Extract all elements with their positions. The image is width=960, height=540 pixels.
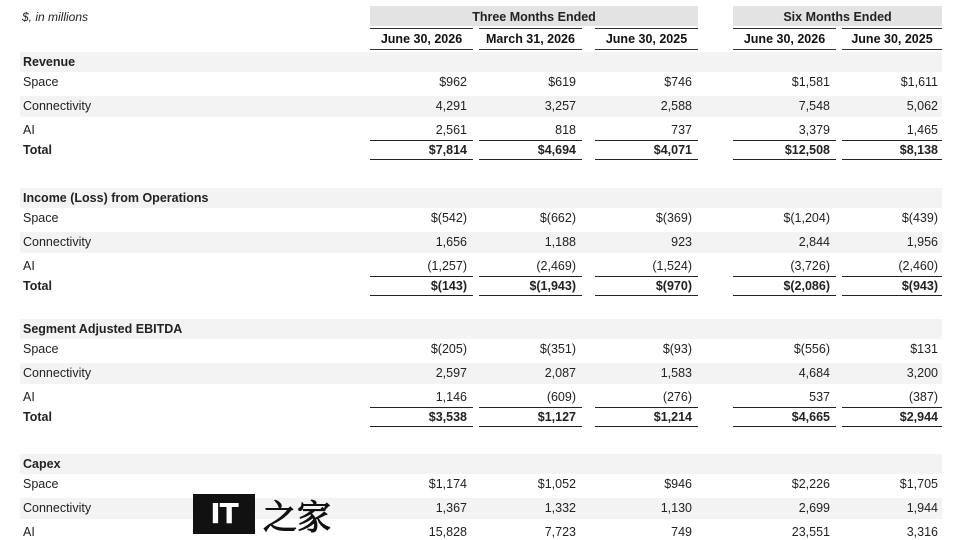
total-cell: $4,694 <box>537 143 576 157</box>
total-rule <box>733 426 836 427</box>
subtotal-rule <box>595 140 698 141</box>
total-rule <box>370 295 473 296</box>
table-cell: (2,460) <box>898 259 938 273</box>
table-cell: 1,130 <box>660 501 692 515</box>
total-rule <box>842 159 942 160</box>
table-cell: (387) <box>908 390 938 404</box>
table-cell: 1,146 <box>435 390 467 404</box>
subtotal-rule <box>370 276 473 277</box>
table-cell: 2,087 <box>544 366 576 380</box>
table-cell: 1,656 <box>435 235 467 249</box>
units-note: $, in millions <box>22 10 89 24</box>
table-cell: 7,548 <box>798 99 830 113</box>
table-cell: $619 <box>548 75 576 89</box>
total-rule <box>733 159 836 160</box>
total-cell: $4,071 <box>653 143 692 157</box>
total-cell: $1,127 <box>537 410 576 424</box>
subtotal-rule <box>595 407 698 408</box>
total-cell: $(143) <box>430 279 467 293</box>
table-cell: 2,844 <box>798 235 830 249</box>
total-cell: $4,665 <box>791 410 830 424</box>
row-label: AI <box>23 123 35 137</box>
subtotal-rule <box>842 140 942 141</box>
subtotal-rule <box>479 276 582 277</box>
table-cell: $(351) <box>539 342 576 356</box>
table-cell: $1,705 <box>899 477 938 491</box>
three-months-header: Three Months Ended <box>370 6 698 26</box>
section-title: Income (Loss) from Operations <box>23 191 209 205</box>
section-title: Capex <box>23 457 61 471</box>
subtotal-rule <box>842 407 942 408</box>
subtotal-rule <box>370 407 473 408</box>
total-rule <box>595 159 698 160</box>
table-cell: 2,588 <box>660 99 692 113</box>
total-cell: $(970) <box>655 279 692 293</box>
table-cell: 5,062 <box>906 99 938 113</box>
table-cell: $2,226 <box>791 477 830 491</box>
row-label: Connectivity <box>23 235 92 249</box>
total-rule <box>370 159 473 160</box>
section-band <box>20 52 942 72</box>
table-cell: 818 <box>555 123 576 137</box>
total-rule <box>370 426 473 427</box>
total-rule <box>595 295 698 296</box>
table-cell: 4,291 <box>435 99 467 113</box>
table-cell: $(662) <box>539 211 576 225</box>
watermark-it: IT <box>193 494 255 534</box>
table-cell: 2,699 <box>798 501 830 515</box>
total-rule <box>595 426 698 427</box>
total-cell: $12,508 <box>784 143 830 157</box>
subtotal-rule <box>370 140 473 141</box>
table-cell: $(1,204) <box>783 211 830 225</box>
table-cell: (276) <box>662 390 692 404</box>
table-cell: 1,332 <box>544 501 576 515</box>
table-cell: 537 <box>809 390 830 404</box>
table-cell: 3,379 <box>798 123 830 137</box>
table-cell: (1,524) <box>652 259 692 273</box>
table-cell: 3,257 <box>544 99 576 113</box>
row-label: Connectivity <box>23 99 92 113</box>
row-label: Space <box>23 477 59 491</box>
subtotal-rule <box>479 140 582 141</box>
total-cell: $(2,086) <box>783 279 830 293</box>
table-cell: 1,188 <box>544 235 576 249</box>
total-rule <box>733 295 836 296</box>
column-header: June 30, 2025 <box>595 28 698 50</box>
subtotal-rule <box>595 276 698 277</box>
table-cell: 1,583 <box>660 366 692 380</box>
total-cell: $3,538 <box>428 410 467 424</box>
table-cell: 4,684 <box>798 366 830 380</box>
subtotal-rule <box>842 276 942 277</box>
table-cell: 15,828 <box>428 525 467 539</box>
table-cell: $(556) <box>793 342 830 356</box>
section-title: Revenue <box>23 55 76 69</box>
total-rule <box>842 295 942 296</box>
table-cell: $962 <box>439 75 467 89</box>
table-cell: $1,174 <box>428 477 467 491</box>
total-cell: $1,214 <box>653 410 692 424</box>
subtotal-rule <box>733 276 836 277</box>
subtotal-rule <box>733 407 836 408</box>
section-title: Segment Adjusted EBITDA <box>23 322 183 336</box>
table-cell: (609) <box>546 390 576 404</box>
total-rule <box>479 295 582 296</box>
column-header: June 30, 2025 <box>842 28 942 50</box>
table-cell: $746 <box>664 75 692 89</box>
table-cell: 923 <box>671 235 692 249</box>
table-cell: $(369) <box>655 211 692 225</box>
subtotal-rule <box>479 407 582 408</box>
total-cell: $(943) <box>901 279 938 293</box>
table-cell: $1,052 <box>537 477 576 491</box>
total-rule <box>842 426 942 427</box>
table-cell: (3,726) <box>790 259 830 273</box>
total-row-label: Total <box>23 410 52 424</box>
table-cell: $(542) <box>430 211 467 225</box>
watermark-cjk: 之家 <box>263 497 331 538</box>
row-label: AI <box>23 525 35 539</box>
table-cell: 2,561 <box>435 123 467 137</box>
table-cell: $(439) <box>901 211 938 225</box>
total-cell: $(1,943) <box>529 279 576 293</box>
table-cell: 23,551 <box>791 525 830 539</box>
row-label: Space <box>23 342 59 356</box>
table-cell: $1,581 <box>791 75 830 89</box>
table-cell: 3,316 <box>906 525 938 539</box>
total-cell: $2,944 <box>899 410 938 424</box>
table-cell: $131 <box>910 342 938 356</box>
subtotal-rule <box>733 140 836 141</box>
table-cell: $946 <box>664 477 692 491</box>
column-header: June 30, 2026 <box>733 28 836 50</box>
table-cell: (2,469) <box>536 259 576 273</box>
section-band <box>20 454 942 474</box>
table-cell: 1,367 <box>435 501 467 515</box>
table-cell: 2,597 <box>435 366 467 380</box>
table-cell: 749 <box>671 525 692 539</box>
six-months-header: Six Months Ended <box>733 6 942 26</box>
table-cell: 1,944 <box>906 501 938 515</box>
row-label: Space <box>23 211 59 225</box>
row-label: Connectivity <box>23 501 92 515</box>
total-row-label: Total <box>23 143 52 157</box>
table-cell: 1,465 <box>906 123 938 137</box>
table-cell: 1,956 <box>906 235 938 249</box>
watermark-logo <box>193 493 331 538</box>
table-cell: 3,200 <box>906 366 938 380</box>
row-label: AI <box>23 390 35 404</box>
row-label: AI <box>23 259 35 273</box>
table-cell: $(93) <box>662 342 692 356</box>
total-cell: $8,138 <box>899 143 938 157</box>
total-rule <box>479 159 582 160</box>
table-cell: $1,611 <box>900 75 938 89</box>
table-cell: $(205) <box>430 342 467 356</box>
total-row-label: Total <box>23 279 52 293</box>
total-rule <box>479 426 582 427</box>
row-label: Space <box>23 75 59 89</box>
table-cell: (1,257) <box>427 259 467 273</box>
total-cell: $7,814 <box>428 143 467 157</box>
column-header: June 30, 2026 <box>370 28 473 50</box>
table-cell: 7,723 <box>544 525 576 539</box>
table-cell: 737 <box>671 123 692 137</box>
row-label: Connectivity <box>23 366 92 380</box>
column-header: March 31, 2026 <box>479 28 582 50</box>
